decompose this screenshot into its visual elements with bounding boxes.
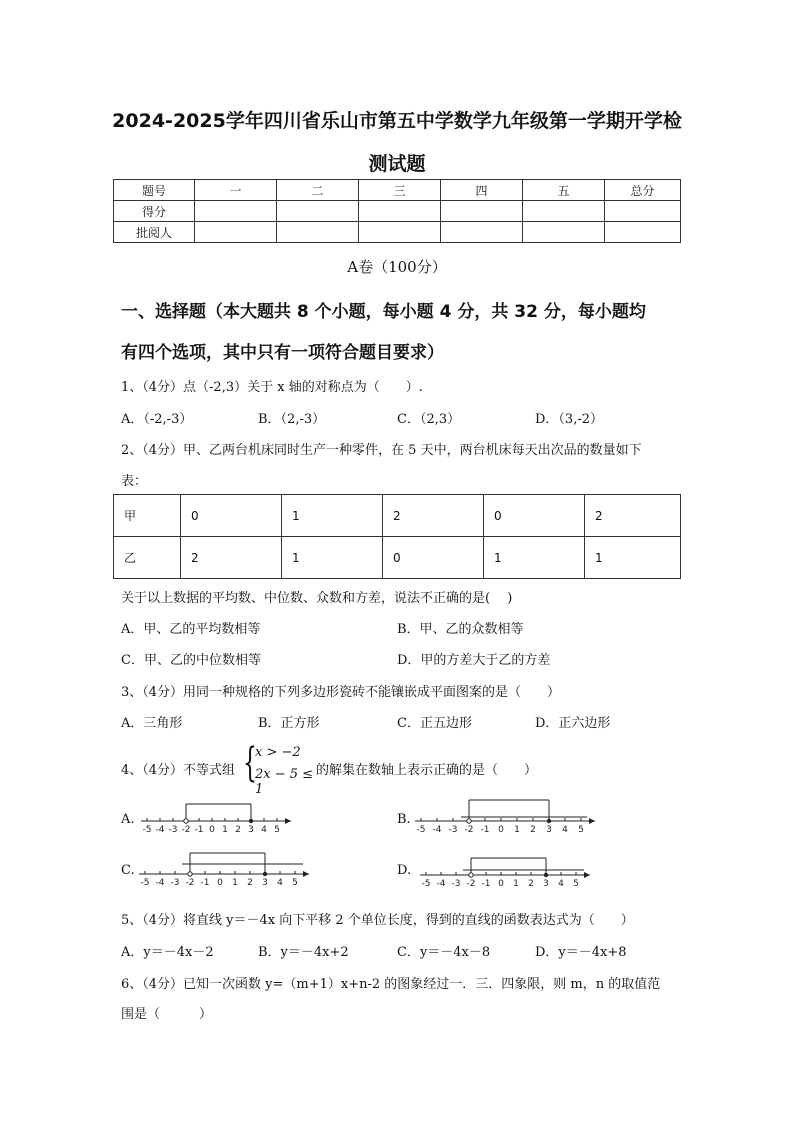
q2-row-yi xyxy=(114,537,681,579)
q4-number-line-c xyxy=(140,846,326,888)
q4-number-line-b xyxy=(416,799,611,835)
part1-heading-line-2: 有四个选项，其中只有一项符合题目要求） xyxy=(121,343,444,363)
q4-inequality-2: 2x − 5 ≤ 1 xyxy=(255,767,314,797)
q2-row-jia xyxy=(114,495,681,537)
score-header-cell: 总分 xyxy=(605,180,681,201)
axis-tick-label: 2 xyxy=(530,825,536,835)
q6-stem-line-1: 6、（4分）已知一次函数 y=（m+1）x+n-2 的图象经过一．三．四象限，则 m，n 的取值范 xyxy=(121,977,661,992)
title-line-2: 测试题 xyxy=(368,153,426,175)
axis-tick-label: -2 xyxy=(181,825,191,835)
axis-tick-label: -4 xyxy=(436,879,446,889)
axis-tick-label: -2 xyxy=(466,879,476,889)
axis-tick-label: 0 xyxy=(498,879,504,889)
axis-tick-label: 5 xyxy=(573,879,579,889)
q2-cell: 2 xyxy=(383,495,484,537)
q4-option-a-label: A. xyxy=(121,812,135,827)
q4-stem-prefix: 4、（4分）不等式组 xyxy=(121,763,236,778)
score-header-cell: 四 xyxy=(441,180,523,201)
q4-option-c-label: C. xyxy=(121,863,135,878)
q3-stem: 3、（4分）用同一种规格的下列多边形瓷砖不能镶嵌成平面图案的是（ ） xyxy=(121,685,561,700)
axis-tick-label: -5 xyxy=(142,825,152,835)
arrow-icon xyxy=(584,872,590,878)
axis-tick-label: -4 xyxy=(432,825,442,835)
q4-number-line-a xyxy=(142,803,306,835)
grader-cell xyxy=(605,222,681,243)
axis-tick-label: -3 xyxy=(451,879,461,889)
axis-tick-label: 3 xyxy=(262,878,268,888)
score-cell xyxy=(359,201,441,222)
axis-tick-label: 5 xyxy=(292,878,298,888)
q4-inequality-system xyxy=(243,740,319,797)
part1-heading-line-1: 一、选择题（本大题共 8 个小题，每小题 4 分，共 32 分，每小题均 xyxy=(121,302,646,322)
q1-option-b: B．（2,-3） xyxy=(258,412,326,427)
q2-cell: 1 xyxy=(282,495,383,537)
axis-tick-label: -5 xyxy=(416,825,426,835)
axis-tick-label: 0 xyxy=(209,825,215,835)
axis-tick-label: 2 xyxy=(235,825,241,835)
q2-data-table xyxy=(113,494,681,579)
axis-tick-label: 4 xyxy=(277,878,283,888)
q5-option-b: B．y＝－4x+2 xyxy=(258,945,349,960)
q2-option-d: D．甲的方差大于乙的方差 xyxy=(397,653,551,668)
q2-cell: 1 xyxy=(484,537,585,579)
grader-cell xyxy=(277,222,359,243)
open-dot-icon xyxy=(467,819,471,823)
grader-cell xyxy=(523,222,605,243)
q5-option-d: D．y＝－4x+8 xyxy=(535,945,627,960)
axis-tick-label: 4 xyxy=(558,879,564,889)
axis-tick-label: -1 xyxy=(480,825,490,835)
q2-cell: 0 xyxy=(383,537,484,579)
axis-tick-label: -2 xyxy=(464,825,474,835)
axis-tick-label: 2 xyxy=(528,879,534,889)
grader-cell xyxy=(359,222,441,243)
closed-dot-icon xyxy=(263,872,267,876)
score-header-row xyxy=(114,180,681,201)
q2-option-a: A．甲、乙的平均数相等 xyxy=(121,622,261,637)
axis-tick-label: 2 xyxy=(247,878,253,888)
axis-tick-label: -1 xyxy=(200,878,210,888)
q4-inequality-1: x > −2 xyxy=(255,745,301,760)
score-header-cell: 一 xyxy=(195,180,277,201)
axis-tick-label: 1 xyxy=(513,879,519,889)
q2-cell: 2 xyxy=(181,537,282,579)
closed-dot-icon xyxy=(249,819,253,823)
axis-tick-label: 1 xyxy=(222,825,228,835)
closed-dot-icon xyxy=(544,873,548,877)
q2-cell: 2 xyxy=(585,495,681,537)
q2-cell: 甲 xyxy=(114,495,181,537)
grader-row-label: 批阅人 xyxy=(114,222,195,243)
closed-dot-icon xyxy=(547,819,551,823)
axis-tick-label: -1 xyxy=(194,825,204,835)
grader-cell xyxy=(441,222,523,243)
q4-option-b-label: B. xyxy=(397,812,411,827)
q2-cell: 0 xyxy=(484,495,585,537)
axis-tick-label: -4 xyxy=(155,878,165,888)
q2-option-b: B．甲、乙的众数相等 xyxy=(397,622,524,637)
q2-stem-line-1: 2、（4分）甲、乙两台机床同时生产一种零件，在 5 天中，两台机床每天出次品的数量如下 xyxy=(121,443,642,458)
axis-tick-label: 0 xyxy=(217,878,223,888)
q3-option-a: A．三角形 xyxy=(121,716,183,731)
axis-tick-label: 3 xyxy=(546,825,552,835)
axis-tick-label: 4 xyxy=(562,825,568,835)
score-cell xyxy=(441,201,523,222)
q3-option-b: B．正方形 xyxy=(258,716,320,731)
axis-tick-label: -5 xyxy=(140,878,150,888)
axis-tick-label: 1 xyxy=(514,825,520,835)
score-cell xyxy=(195,201,277,222)
q4-stem-suffix: 的解集在数轴上表示正确的是（ ） xyxy=(316,763,538,778)
score-cell xyxy=(605,201,681,222)
q2-cell: 乙 xyxy=(114,537,181,579)
axis-tick-label: 3 xyxy=(248,825,254,835)
axis-tick-label: -2 xyxy=(185,878,195,888)
axis-tick-label: -3 xyxy=(168,825,178,835)
q6-stem-line-2: 围是（ ） xyxy=(121,1007,213,1022)
title-line-1: 2024-2025学年四川省乐山市第五中学数学九年级第一学期开学检 xyxy=(112,110,682,132)
grader-row xyxy=(114,222,681,243)
grader-cell xyxy=(195,222,277,243)
q1-option-d: D．（3,-2） xyxy=(535,412,603,427)
section-a-heading: A卷（100分） xyxy=(347,258,447,276)
q2-cell: 0 xyxy=(181,495,282,537)
q5-option-a: A．y＝－4x－2 xyxy=(121,945,214,960)
score-row xyxy=(114,201,681,222)
q5-stem: 5、（4分）将直线 y＝－4x 向下平移 2 个单位长度，得到的直线的函数表达式为（ ） xyxy=(121,913,634,928)
axis-tick-label: 5 xyxy=(274,825,280,835)
q3-option-d: D．正六边形 xyxy=(535,716,611,731)
q3-option-c: C．正五边形 xyxy=(397,716,472,731)
axis-tick-label: -5 xyxy=(421,879,431,889)
q1-option-a: A．（-2,-3） xyxy=(121,412,193,427)
q1-stem: 1、（4分）点（-2,3）关于 x 轴的对称点为（ ）. xyxy=(121,380,423,395)
score-cell xyxy=(277,201,359,222)
axis-tick-label: 1 xyxy=(232,878,238,888)
axis-tick-label: 4 xyxy=(261,825,267,835)
axis-tick-label: -3 xyxy=(448,825,458,835)
axis-tick-label: -1 xyxy=(481,879,491,889)
score-header-cell: 三 xyxy=(359,180,441,201)
axis-tick-label: -4 xyxy=(155,825,165,835)
q2-stem-line-2: 表： xyxy=(121,474,148,489)
arrow-icon xyxy=(589,818,595,824)
open-dot-icon xyxy=(188,872,192,876)
q2-option-c: C．甲、乙的中位数相等 xyxy=(121,653,261,668)
score-table xyxy=(113,179,681,243)
open-dot-icon xyxy=(469,873,473,877)
arrow-icon xyxy=(303,871,309,877)
q5-option-c: C．y＝－4x－8 xyxy=(397,945,491,960)
axis-tick-label: 0 xyxy=(498,825,504,835)
score-header-cell: 五 xyxy=(523,180,605,201)
q4-option-d-label: D. xyxy=(397,863,412,878)
left-brace-icon: { xyxy=(243,740,257,786)
score-header-cell: 二 xyxy=(277,180,359,201)
open-dot-icon xyxy=(184,819,188,823)
axis-tick-label: 5 xyxy=(578,825,584,835)
q1-option-c: C．（2,3） xyxy=(397,412,461,427)
q2-follow: 关于以上数据的平均数、中位数、众数和方差，说法不正确的是( ) xyxy=(121,591,513,606)
score-row-label: 得分 xyxy=(114,201,195,222)
q2-cell: 1 xyxy=(585,537,681,579)
axis-tick-label: -3 xyxy=(170,878,180,888)
score-cell xyxy=(523,201,605,222)
q2-cell: 1 xyxy=(282,537,383,579)
arrow-icon xyxy=(285,818,291,824)
axis-tick-label: 3 xyxy=(543,879,549,889)
q4-number-line-d xyxy=(421,853,611,889)
score-header-cell: 题号 xyxy=(114,180,195,201)
